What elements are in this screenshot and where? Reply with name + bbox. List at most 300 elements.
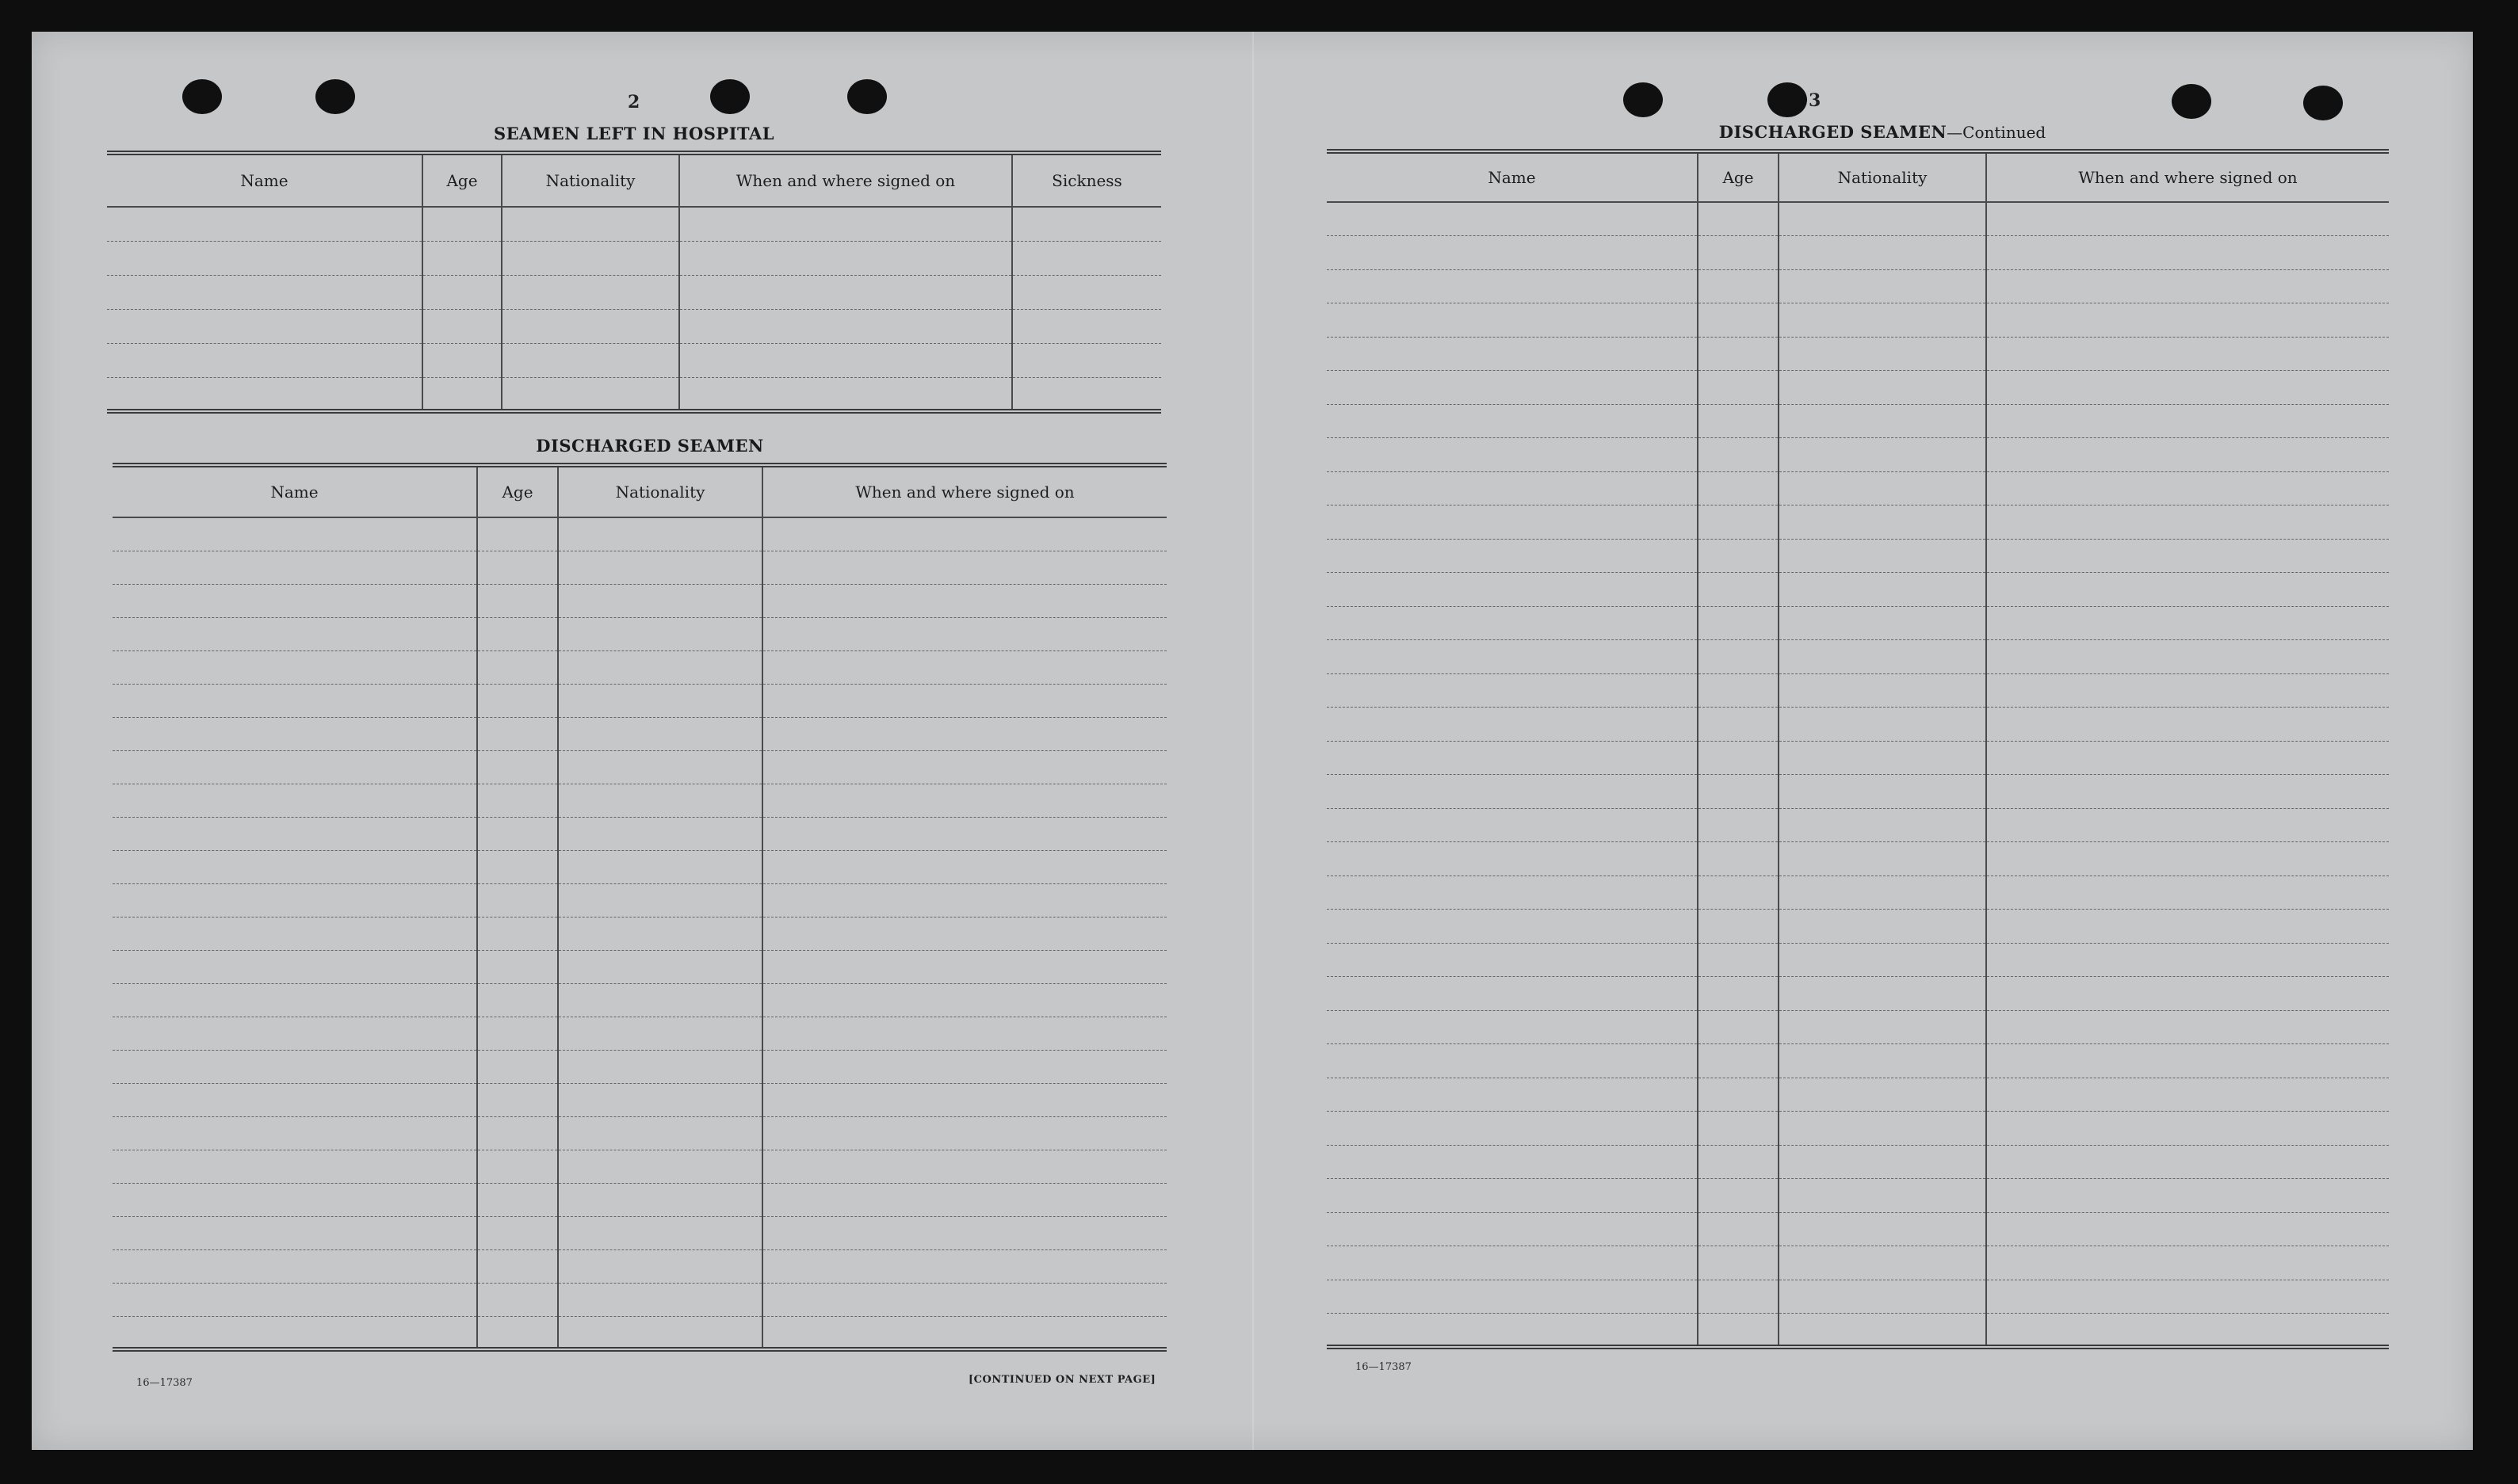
table-cell xyxy=(1698,303,1779,338)
hospital-header-name: Name xyxy=(107,153,422,207)
table-cell xyxy=(1779,876,1986,910)
table-cell xyxy=(113,617,477,650)
table-cell xyxy=(1698,236,1779,270)
table-cell xyxy=(762,1183,1167,1216)
table-cell xyxy=(1779,303,1986,338)
table-cell xyxy=(558,551,762,584)
table-row xyxy=(113,650,1167,684)
table-cell xyxy=(1986,505,2389,540)
table-cell xyxy=(558,1017,762,1050)
table-cell xyxy=(1327,910,1698,944)
table-cell xyxy=(1779,1280,1986,1314)
table-cell xyxy=(1327,1078,1698,1112)
table-cell xyxy=(502,343,679,377)
table-cell xyxy=(1012,343,1161,377)
table-cell xyxy=(113,883,477,917)
table-row xyxy=(113,784,1167,817)
table-cell xyxy=(1327,775,1698,809)
table-cell xyxy=(113,584,477,617)
table-cell xyxy=(1779,1145,1986,1179)
table-cell xyxy=(113,551,477,584)
continued-note: [CONTINUED ON NEXT PAGE] xyxy=(969,1374,1156,1386)
table-cell xyxy=(1986,842,2389,876)
table-row xyxy=(1327,471,2389,505)
table-cell xyxy=(477,1116,558,1150)
table-row xyxy=(113,1017,1167,1050)
table-cell xyxy=(1012,207,1161,241)
page-fold xyxy=(1252,32,1254,1450)
table-cell xyxy=(1779,573,1986,607)
table-cell xyxy=(1327,673,1698,708)
table-cell xyxy=(422,343,502,377)
table-cell xyxy=(1327,842,1698,876)
table-row xyxy=(1327,1314,2389,1348)
table-cell xyxy=(1779,505,1986,540)
punch-hole xyxy=(2172,84,2211,119)
table-row xyxy=(1327,505,2389,540)
table-row xyxy=(1327,573,2389,607)
table-cell xyxy=(1779,640,1986,674)
table-row xyxy=(113,883,1167,917)
table-cell xyxy=(477,750,558,784)
table-row xyxy=(1327,606,2389,640)
table-cell xyxy=(1986,404,2389,438)
table-cell xyxy=(113,517,477,551)
table-cell xyxy=(762,551,1167,584)
table-cell xyxy=(113,1249,477,1283)
table-cell xyxy=(1779,438,1986,472)
table-row xyxy=(113,1083,1167,1116)
table-cell xyxy=(1698,1010,1779,1044)
table-cell xyxy=(477,1216,558,1249)
table-cell xyxy=(477,684,558,717)
table-cell xyxy=(558,717,762,750)
table-cell xyxy=(1698,977,1779,1011)
table-cell xyxy=(1698,1280,1779,1314)
discharged-header-nationality: Nationality xyxy=(558,465,762,517)
table-cell xyxy=(1327,1010,1698,1044)
table-row xyxy=(1327,842,2389,876)
table-row xyxy=(113,1249,1167,1283)
table-cell xyxy=(1012,275,1161,309)
table-cell xyxy=(1779,943,1986,977)
table-cell xyxy=(762,1249,1167,1283)
table-row xyxy=(1327,1179,2389,1213)
table-cell xyxy=(558,950,762,983)
punch-hole xyxy=(1767,82,1807,117)
table-cell xyxy=(1779,977,1986,1011)
table-cell xyxy=(1986,236,2389,270)
table-cell xyxy=(1779,337,1986,371)
table-cell xyxy=(1327,1246,1698,1280)
table-cell xyxy=(113,1050,477,1083)
table-cell xyxy=(113,983,477,1017)
table-cell xyxy=(1327,1179,1698,1213)
table-cell xyxy=(1327,471,1698,505)
table-cell xyxy=(477,617,558,650)
table-cell xyxy=(1327,1280,1698,1314)
table-cell xyxy=(1779,842,1986,876)
continued-header-nationality: Nationality xyxy=(1779,151,1986,202)
table-cell xyxy=(1698,371,1779,405)
table-cell xyxy=(477,850,558,883)
table-row xyxy=(1327,438,2389,472)
table-cell xyxy=(1986,539,2389,573)
table-cell xyxy=(1779,741,1986,775)
table-cell xyxy=(1698,1212,1779,1246)
table-cell xyxy=(477,784,558,817)
table-row xyxy=(113,983,1167,1017)
table-cell xyxy=(1698,1246,1779,1280)
table-cell xyxy=(762,850,1167,883)
table-cell xyxy=(113,1083,477,1116)
table-row xyxy=(113,584,1167,617)
table-cell xyxy=(113,650,477,684)
table-cell xyxy=(558,1249,762,1283)
table-cell xyxy=(1327,337,1698,371)
table-cell xyxy=(477,1150,558,1183)
table-row xyxy=(107,343,1161,377)
table-cell xyxy=(1698,438,1779,472)
table-cell xyxy=(1327,1044,1698,1078)
table-cell xyxy=(1698,910,1779,944)
table-row xyxy=(113,1150,1167,1183)
table-cell xyxy=(113,1316,477,1349)
table-cell xyxy=(762,883,1167,917)
table-cell xyxy=(1779,404,1986,438)
table-cell xyxy=(558,1150,762,1183)
table-row xyxy=(113,1216,1167,1249)
table-cell xyxy=(1779,202,1986,236)
table-cell xyxy=(113,684,477,717)
table-cell xyxy=(558,584,762,617)
table-cell xyxy=(1698,708,1779,742)
table-cell xyxy=(762,950,1167,983)
table-cell xyxy=(558,1183,762,1216)
table-cell xyxy=(477,717,558,750)
discharged-table xyxy=(113,463,1167,1352)
table-row xyxy=(113,617,1167,650)
table-cell xyxy=(502,241,679,275)
table-cell xyxy=(1698,673,1779,708)
table-row xyxy=(113,1183,1167,1216)
table-cell xyxy=(558,817,762,850)
table-cell xyxy=(1986,808,2389,842)
table-cell xyxy=(1698,1112,1779,1146)
discharged-continued-title xyxy=(1526,122,2239,142)
table-cell xyxy=(1327,236,1698,270)
table-cell xyxy=(1698,808,1779,842)
table-cell xyxy=(1698,775,1779,809)
table-cell xyxy=(558,983,762,1017)
table-row xyxy=(1327,1212,2389,1246)
table-cell xyxy=(1698,573,1779,607)
table-cell xyxy=(1698,1179,1779,1213)
table-row xyxy=(1327,202,2389,236)
table-cell xyxy=(1779,471,1986,505)
table-cell xyxy=(1779,1010,1986,1044)
table-row xyxy=(113,1316,1167,1349)
table-cell xyxy=(1327,977,1698,1011)
table-cell xyxy=(558,684,762,717)
table-cell xyxy=(1327,606,1698,640)
table-cell xyxy=(113,917,477,950)
table-cell xyxy=(477,551,558,584)
table-cell xyxy=(1327,640,1698,674)
table-cell xyxy=(1327,573,1698,607)
punch-hole xyxy=(847,79,887,114)
table-cell xyxy=(477,584,558,617)
page-number-left: 2 xyxy=(628,92,640,113)
table-cell xyxy=(1986,1179,2389,1213)
table-cell xyxy=(762,1017,1167,1050)
table-row xyxy=(113,750,1167,784)
table-cell xyxy=(558,650,762,684)
table-row xyxy=(1327,1010,2389,1044)
punch-hole xyxy=(710,79,750,114)
table-cell xyxy=(1986,640,2389,674)
table-cell xyxy=(1986,977,2389,1011)
table-row xyxy=(1327,943,2389,977)
table-cell xyxy=(1986,371,2389,405)
discharged-header-age: Age xyxy=(477,465,558,517)
table-cell xyxy=(762,517,1167,551)
table-cell xyxy=(1986,910,2389,944)
table-row xyxy=(113,950,1167,983)
table-cell xyxy=(1012,309,1161,343)
table-cell xyxy=(1986,741,2389,775)
table-cell xyxy=(558,883,762,917)
table-cell xyxy=(762,917,1167,950)
table-cell xyxy=(1698,943,1779,977)
continued-header-signed-on: When and where signed on xyxy=(1986,151,2389,202)
table-cell xyxy=(477,917,558,950)
table-row xyxy=(113,1050,1167,1083)
hospital-table xyxy=(107,151,1161,414)
table-cell xyxy=(1986,438,2389,472)
table-cell xyxy=(1327,202,1698,236)
table-cell xyxy=(558,617,762,650)
discharged-header-signed-on: When and where signed on xyxy=(762,465,1167,517)
discharged-header-name: Name xyxy=(113,465,477,517)
table-cell xyxy=(422,241,502,275)
table-cell xyxy=(1986,269,2389,303)
table-cell xyxy=(1698,337,1779,371)
table-cell xyxy=(762,1116,1167,1150)
table-cell xyxy=(1327,371,1698,405)
table-row xyxy=(113,1116,1167,1150)
table-cell xyxy=(762,750,1167,784)
discharged-continued-title-suffix: —Continued xyxy=(1947,123,2046,142)
continued-header-age: Age xyxy=(1698,151,1779,202)
table-cell xyxy=(107,275,422,309)
table-cell xyxy=(1986,1078,2389,1112)
table-row xyxy=(1327,910,2389,944)
table-cell xyxy=(1779,236,1986,270)
table-cell xyxy=(558,1116,762,1150)
table-row xyxy=(107,309,1161,343)
table-cell xyxy=(107,207,422,241)
table-cell xyxy=(477,517,558,551)
table-cell xyxy=(113,1216,477,1249)
table-row xyxy=(1327,269,2389,303)
hospital-header-nationality: Nationality xyxy=(502,153,679,207)
table-cell xyxy=(1986,337,2389,371)
table-cell xyxy=(1779,606,1986,640)
table-cell xyxy=(1986,1044,2389,1078)
table-cell xyxy=(558,917,762,950)
table-cell xyxy=(1327,1145,1698,1179)
table-row xyxy=(1327,1044,2389,1078)
table-cell xyxy=(502,275,679,309)
table-cell xyxy=(1698,202,1779,236)
table-cell xyxy=(558,1316,762,1349)
table-cell xyxy=(477,1249,558,1283)
table-cell xyxy=(762,983,1167,1017)
table-row xyxy=(1327,1280,2389,1314)
table-cell xyxy=(1327,269,1698,303)
table-cell xyxy=(679,377,1012,411)
discharged-continued-table xyxy=(1327,149,2389,1349)
table-cell xyxy=(1327,708,1698,742)
table-cell xyxy=(1327,1314,1698,1348)
table-cell xyxy=(1327,876,1698,910)
table-cell xyxy=(113,1283,477,1316)
table-cell xyxy=(558,850,762,883)
hospital-section-title: SEAMEN LEFT IN HOSPITAL xyxy=(493,124,775,143)
table-cell xyxy=(1986,1010,2389,1044)
table-cell xyxy=(762,684,1167,717)
table-row xyxy=(113,684,1167,717)
form-code-right: 16—17387 xyxy=(1355,1361,1412,1373)
table-cell xyxy=(1986,673,2389,708)
punch-hole xyxy=(1623,82,1663,117)
table-row xyxy=(1327,303,2389,338)
table-cell xyxy=(1698,842,1779,876)
table-row xyxy=(1327,337,2389,371)
table-cell xyxy=(1698,1044,1779,1078)
table-cell xyxy=(1986,471,2389,505)
table-row xyxy=(1327,876,2389,910)
table-cell xyxy=(477,1017,558,1050)
table-row xyxy=(1327,808,2389,842)
table-cell xyxy=(113,950,477,983)
table-cell xyxy=(1779,1212,1986,1246)
table-cell xyxy=(1986,303,2389,338)
table-cell xyxy=(477,883,558,917)
table-cell xyxy=(113,717,477,750)
table-row xyxy=(1327,371,2389,405)
table-cell xyxy=(113,784,477,817)
table-cell xyxy=(762,1316,1167,1349)
table-cell xyxy=(107,377,422,411)
table-cell xyxy=(1012,241,1161,275)
table-cell xyxy=(1779,1044,1986,1078)
table-row xyxy=(113,551,1167,584)
table-row xyxy=(1327,1246,2389,1280)
table-cell xyxy=(1779,371,1986,405)
table-row xyxy=(1327,977,2389,1011)
table-cell xyxy=(1698,1078,1779,1112)
continued-header-name: Name xyxy=(1327,151,1698,202)
page-number-right: 3 xyxy=(1809,90,1821,111)
table-cell xyxy=(1779,1112,1986,1146)
table-cell xyxy=(1327,943,1698,977)
table-cell xyxy=(422,275,502,309)
table-cell xyxy=(1698,640,1779,674)
table-cell xyxy=(558,750,762,784)
table-cell xyxy=(1986,943,2389,977)
table-cell xyxy=(477,1083,558,1116)
table-cell xyxy=(477,950,558,983)
table-cell xyxy=(762,1150,1167,1183)
table-row xyxy=(113,517,1167,551)
table-cell xyxy=(422,377,502,411)
table-cell xyxy=(1779,1179,1986,1213)
table-cell xyxy=(679,207,1012,241)
table-row xyxy=(107,207,1161,241)
table-cell xyxy=(558,1216,762,1249)
punch-hole xyxy=(315,79,355,114)
table-row xyxy=(1327,741,2389,775)
table-cell xyxy=(679,343,1012,377)
table-cell xyxy=(502,309,679,343)
table-cell xyxy=(477,1316,558,1349)
table-row xyxy=(1327,708,2389,742)
table-row xyxy=(113,850,1167,883)
table-cell xyxy=(1986,1246,2389,1280)
table-cell xyxy=(1327,438,1698,472)
table-cell xyxy=(1779,1078,1986,1112)
table-cell xyxy=(107,343,422,377)
table-cell xyxy=(1698,269,1779,303)
table-row xyxy=(1327,1145,2389,1179)
table-row xyxy=(113,1283,1167,1316)
table-cell xyxy=(762,817,1167,850)
table-cell xyxy=(762,1050,1167,1083)
table-cell xyxy=(422,309,502,343)
hospital-header-sickness: Sickness xyxy=(1012,153,1161,207)
table-cell xyxy=(762,617,1167,650)
table-cell xyxy=(1986,775,2389,809)
table-row xyxy=(107,241,1161,275)
table-cell xyxy=(113,817,477,850)
table-cell xyxy=(1698,404,1779,438)
table-cell xyxy=(502,207,679,241)
table-row xyxy=(1327,640,2389,674)
discharged-section-title: DISCHARGED SEAMEN xyxy=(536,436,764,456)
table-cell xyxy=(477,650,558,684)
table-cell xyxy=(1779,539,1986,573)
table-cell xyxy=(679,309,1012,343)
table-cell xyxy=(113,1116,477,1150)
table-row xyxy=(113,717,1167,750)
table-row xyxy=(1327,775,2389,809)
table-cell xyxy=(1986,1145,2389,1179)
punch-hole xyxy=(2303,86,2343,120)
table-cell xyxy=(477,817,558,850)
table-cell xyxy=(1327,303,1698,338)
table-cell xyxy=(1986,606,2389,640)
table-cell xyxy=(477,1283,558,1316)
table-cell xyxy=(762,1083,1167,1116)
table-cell xyxy=(477,983,558,1017)
table-row xyxy=(1327,673,2389,708)
table-cell xyxy=(1327,505,1698,540)
table-cell xyxy=(113,750,477,784)
table-cell xyxy=(107,309,422,343)
table-row xyxy=(1327,404,2389,438)
